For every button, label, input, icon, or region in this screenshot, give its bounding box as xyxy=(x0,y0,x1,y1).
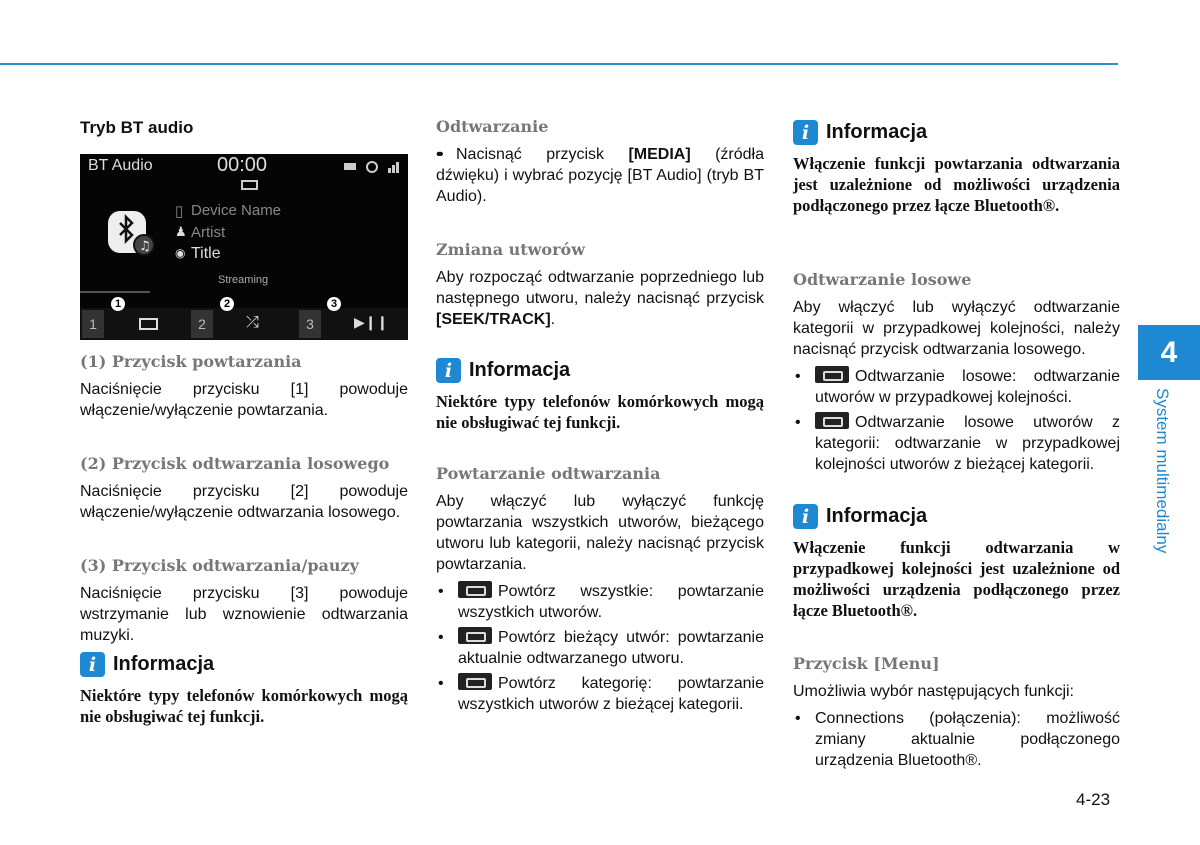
item-text: Powtórz wszystkie: powtarzanie wszystkich utworów. xyxy=(458,583,764,621)
chapter-label: System multimedialny xyxy=(1153,388,1172,554)
list-item: • • Nacisnąć przycisk [MEDIA] (źródła dźwięku) i wybrać pozycję [BT Audio] (tryb BT Audio). xyxy=(436,144,764,207)
seek-track-label: [SEEK/TRACK] xyxy=(436,311,551,328)
screen-time: 00:00 xyxy=(217,154,268,176)
preset-1[interactable]: 1 xyxy=(82,310,104,338)
list-item xyxy=(436,627,764,669)
text-part: . xyxy=(550,311,556,328)
subheading: Przycisk [Menu] xyxy=(793,654,940,673)
title-icon: ◉ xyxy=(175,246,186,260)
info-box-4 xyxy=(793,504,1120,621)
paragraph: Naciśnięcie przycisku [2] powoduje włączenie/wyłączenie odtwarzania losowego. xyxy=(80,483,408,521)
section-repeat-button xyxy=(80,352,408,421)
item-text: Odtwarzanie losowe: odtwarzanie utworów w przypadkowej kolejności. xyxy=(815,368,1120,406)
marker-2: 2 xyxy=(220,297,234,311)
paragraph: Umożliwia wybór następujących funkcji: xyxy=(793,683,1074,700)
info-icon: i xyxy=(436,358,461,383)
marker-1: 1 xyxy=(111,297,125,311)
item-text: Odtwarzanie losowe utworów z kategorii: odtwarzanie w przypadkowej kolejności utworów z bieżącej kategorii. xyxy=(815,414,1120,473)
repeat-options-list xyxy=(436,581,764,715)
section-shuffle-button xyxy=(80,454,408,523)
list-item: • Connections (połączenia): możliwość zmiany aktualnie podłączonego urządzenia Bluetooth®. xyxy=(793,708,1120,771)
subheading: Odtwarzanie losowe xyxy=(793,270,972,289)
status-icons xyxy=(344,160,404,174)
subheading: (3) Przycisk odtwarzania/pauzy xyxy=(80,556,359,575)
info-label: Informacja xyxy=(826,121,928,143)
item-text: Powtórz kategorię: powtarzanie wszystkich utworów z bieżącej kategorii. xyxy=(458,675,764,713)
paragraph: Aby włączyć lub wyłączyć odtwarzanie kategorii w przypadkowej kolejności, należy nacisnąć przycisk odtwarzania losowego. xyxy=(793,299,1120,358)
list-item xyxy=(793,412,1120,475)
info-header xyxy=(80,652,408,677)
repeat-small-icon xyxy=(240,179,260,191)
streaming-label: Streaming xyxy=(218,274,269,286)
section-shuffle-playback xyxy=(793,270,1120,475)
paragraph xyxy=(436,267,764,330)
repeat-button-icon[interactable] xyxy=(138,316,160,332)
svg-text:♫: ♫ xyxy=(139,239,151,254)
paragraph: Naciśnięcie przycisku [1] powoduje włączenie/wyłączenie powtarzania. xyxy=(80,381,408,419)
section-play-pause-button xyxy=(80,556,408,646)
device-name: Device Name xyxy=(191,202,282,219)
info-icon: i xyxy=(793,504,818,529)
section-repeat-playback xyxy=(436,464,764,715)
subheading: Zmiana utworów xyxy=(436,240,585,259)
shuffle-icon xyxy=(815,366,849,383)
artist: Artist xyxy=(191,224,226,241)
info-label: Informacja xyxy=(826,505,928,527)
bt-audio-screen xyxy=(80,154,408,340)
section-playback xyxy=(436,117,764,207)
list-item xyxy=(436,581,764,623)
list-item xyxy=(436,673,764,715)
device-icon: ▯ xyxy=(175,203,184,220)
track-title: Title xyxy=(191,245,221,262)
repeat-one-icon xyxy=(458,627,492,644)
shuffle-button-icon[interactable]: ⤮ xyxy=(246,314,259,331)
text-part: (źródła dźwięku) i wybrać pozycję [BT Audio] (tryb BT Audio). xyxy=(436,146,764,205)
subheading: Powtarzanie odtwarzania xyxy=(436,464,661,483)
info-box-3 xyxy=(793,120,1120,216)
preset-2[interactable]: 2 xyxy=(191,310,213,338)
media-button-label: [MEDIA] xyxy=(628,146,691,163)
info-text: Niektóre typy telefonów komórkowych mogą nie obsługiwać tej funkcji. xyxy=(80,686,408,726)
info-header xyxy=(793,504,1120,529)
subheading: (1) Przycisk powtarzania xyxy=(80,352,302,371)
section-heading: Tryb BT audio xyxy=(80,118,194,137)
paragraph: Aby włączyć lub wyłączyć funkcję powtarzania wszystkich utworów, bieżącego utworu lub kategorii, należy nacisnąć przycisk powtarzania. xyxy=(436,493,764,573)
paragraph: Naciśnięcie przycisku [3] powoduje wstrzymanie lub wznowienie odtwarzania muzyki. xyxy=(80,585,408,644)
shuffle-options-list xyxy=(793,366,1120,475)
repeat-category-icon xyxy=(458,673,492,690)
info-header xyxy=(436,358,764,383)
chapter-tab: 4 xyxy=(1138,325,1200,380)
section-menu-button xyxy=(793,654,1120,771)
info-text: Włączenie funkcji powtarzania odtwarzania jest uzależnione od możliwości urządzenia podłączonego przez łącze Bluetooth®. xyxy=(793,154,1120,215)
repeat-all-icon xyxy=(458,581,492,598)
page-number: 4-23 xyxy=(1076,790,1111,809)
playback-list xyxy=(436,144,764,207)
progress-bar xyxy=(80,291,150,293)
text-part: Aby rozpocząć odtwarzanie poprzedniego lub następnego utworu, należy nacisnąć przycisk xyxy=(436,269,764,307)
bluetooth-music-icon xyxy=(106,209,156,259)
subheading: (2) Przycisk odtwarzania losowego xyxy=(80,454,390,473)
preset-3[interactable]: 3 xyxy=(299,310,321,338)
shuffle-category-icon xyxy=(815,412,849,429)
info-text: Włączenie funkcji odtwarzania w przypadkowej kolejności jest uzależnione od możliwości urządzenia podłączonego przez łącze Bluetooth®. xyxy=(793,538,1120,620)
info-text: Niektóre typy telefonów komórkowych mogą nie obsługiwać tej funkcji. xyxy=(436,392,764,432)
subheading: Odtwarzanie xyxy=(436,117,549,136)
section-track-change xyxy=(436,240,764,330)
menu-options-list xyxy=(793,708,1120,771)
info-box-2 xyxy=(436,358,764,433)
info-label: Informacja xyxy=(113,653,215,675)
item-text: Powtórz bieżący utwór: powtarzanie aktualnie odtwarzanego utworu. xyxy=(458,629,764,667)
info-label: Informacja xyxy=(469,359,571,381)
play-pause-button-icon[interactable]: ▶❙❙ xyxy=(354,314,389,330)
screen-title: BT Audio xyxy=(88,157,153,174)
text-part: Nacisnąć przycisk xyxy=(456,146,629,163)
info-header xyxy=(793,120,1120,145)
info-box-1 xyxy=(80,652,408,727)
marker-3: 3 xyxy=(327,297,341,311)
info-icon: i xyxy=(80,652,105,677)
top-rule xyxy=(0,63,1118,65)
list-item xyxy=(793,366,1120,408)
artist-icon: ♟ xyxy=(175,224,187,239)
info-icon: i xyxy=(793,120,818,145)
